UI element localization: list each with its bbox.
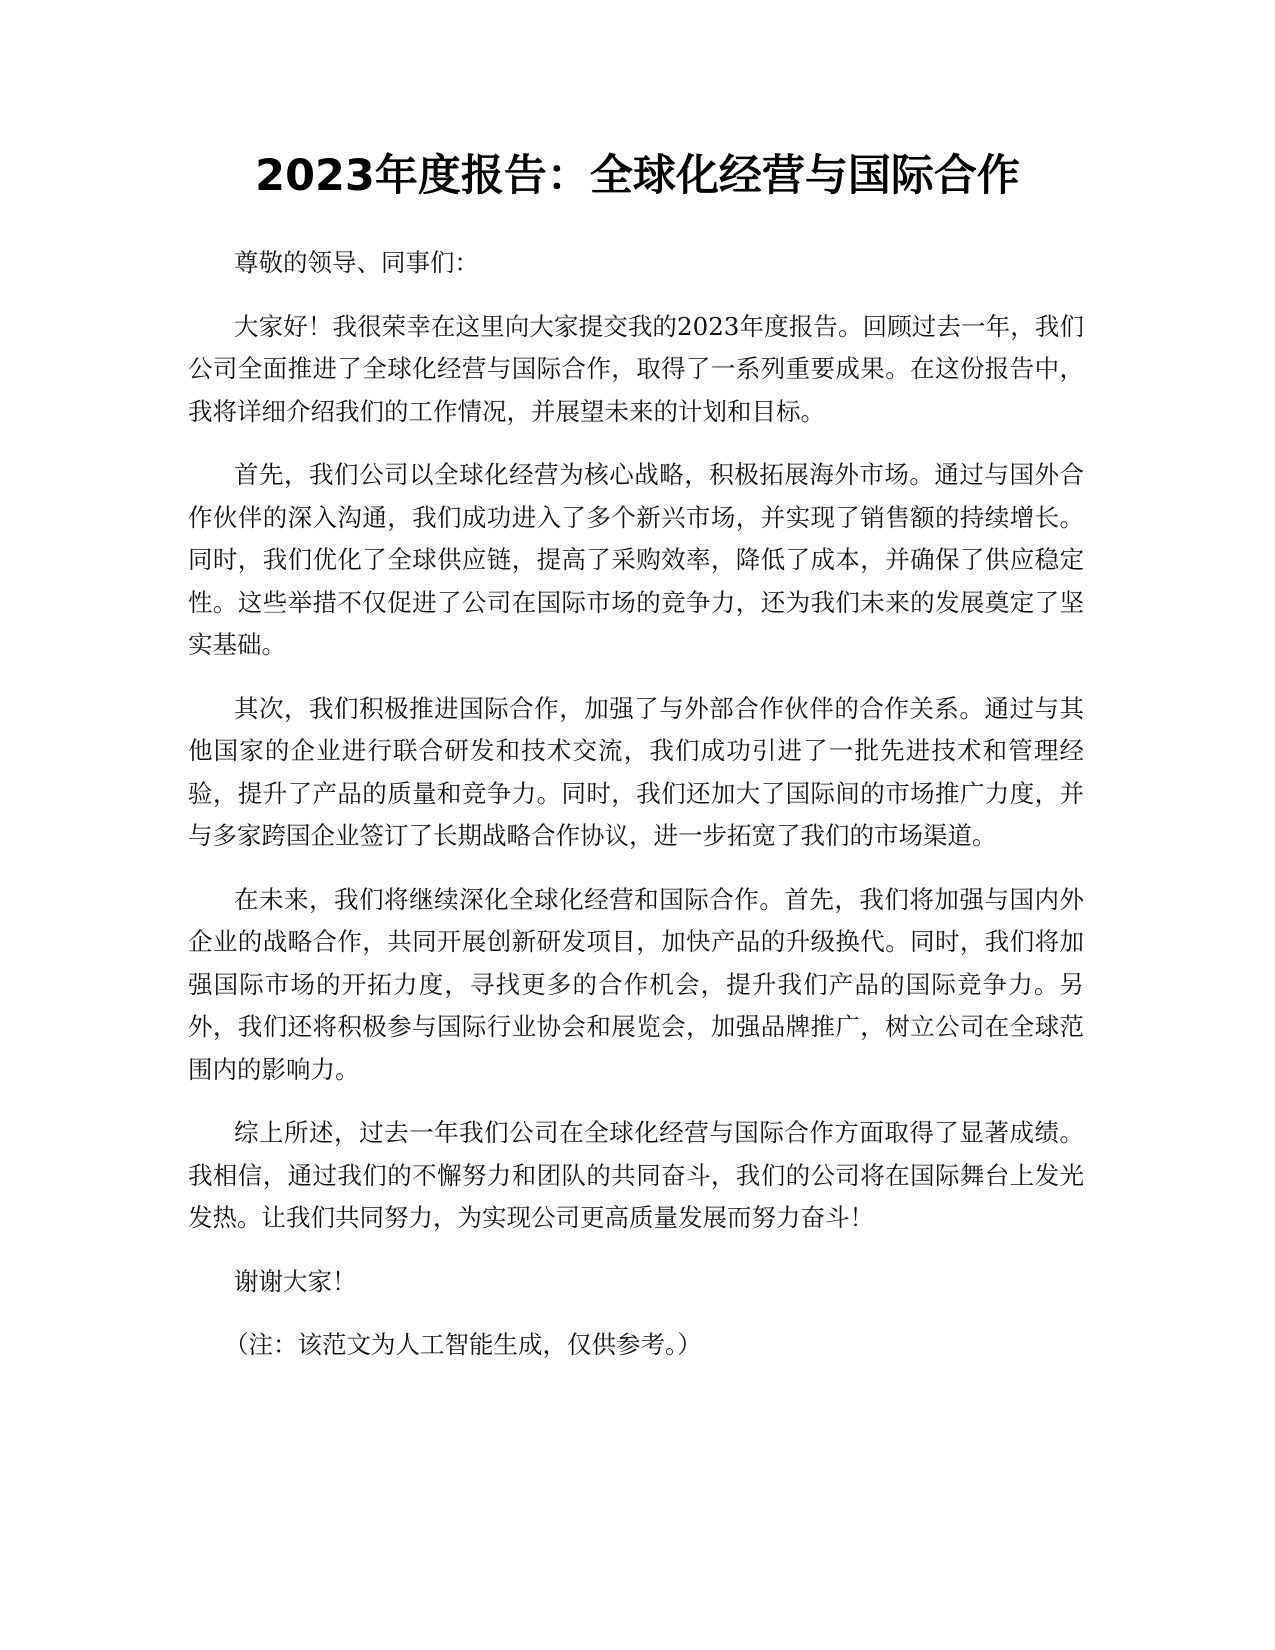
paragraph-globalization: 首先，我们公司以全球化经营为核心战略，积极拓展海外市场。通过与国外合作伙伴的深入沟通，我们成功进入了多个新兴市场，并实现了销售额的持续增长。同时，我们优化了全球供应链，提高了采购效率，降低了成本，并确保了供应稳定性。这些举措不仅促进了公司在国际市场的竞争力，还为我们未来的发展奠定了坚实基础。 [188,460,1084,659]
disclaimer-note: （注：该范文为人工智能生成，仅供参考。） [224,1330,702,1359]
document-title: 2023年度报告：全球化经营与国际合作 [255,151,1020,201]
paragraph-summary: 综上所述，过去一年我们公司在全球化经营与国际合作方面取得了显著成绩。我相信，通过我们的不懈努力和团队的共同奋斗，我们的公司将在国际舞台上发光发热。让我们共同努力，为实现公司更高质量发展而努力奋斗！ [188,1118,1084,1232]
salutation: 尊敬的领导、同事们： [234,248,479,277]
paragraph-future: 在未来，我们将继续深化全球化经营和国际合作。首先，我们将加强与国内外企业的战略合作，共同开展创新研发项目，加快产品的升级换代。同时，我们将加强国际市场的开拓力度，寻找更多的合作机会，提升我们产品的国际竞争力。另外，我们还将积极参与国际行业协会和展览会，加强品牌推广，树立公司在全球范围内的影响力。 [188,884,1084,1084]
paragraph-cooperation: 其次，我们积极推进国际合作，加强了与外部合作伙伴的合作关系。通过与其他国家的企业进行联合研发和技术交流，我们成功引进了一批先进技术和管理经验，提升了产品的质量和竞争力。同时，我们还加大了国际间的市场推广力度，并与多家跨国企业签订了长期战略合作协议，进一步拓宽了我们的市场渠道。 [188,693,1084,850]
closing-thanks: 谢谢大家！ [234,1266,357,1296]
paragraph-greeting: 大家好！我很荣幸在这里向大家提交我的2023年度报告。回顾过去一年，我们公司全面推进了全球化经营与国际合作，取得了一系列重要成果。在这份报告中，我将详细介绍我们的工作情况，并展望未来的计划和目标。 [188,311,1084,426]
document-body [188,242,1084,1388]
